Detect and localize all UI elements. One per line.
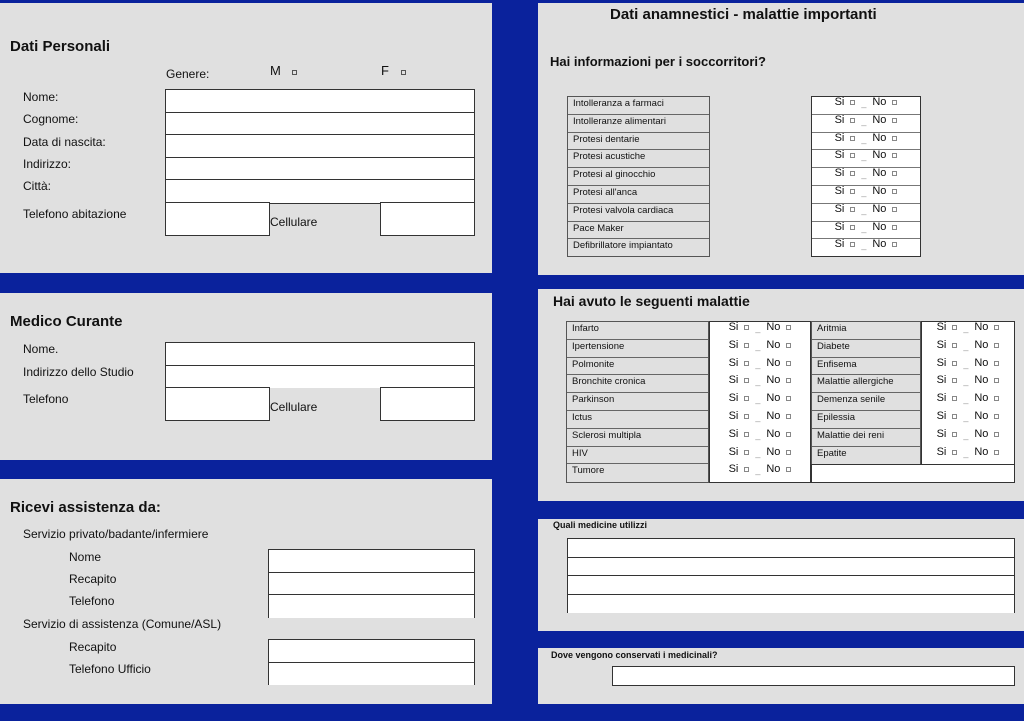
yes-checkbox[interactable] xyxy=(952,378,957,383)
doctor-cellulare-label: Cellulare xyxy=(270,400,318,414)
info-yesno-row xyxy=(812,97,920,115)
separator: _ xyxy=(755,447,761,458)
nome-input[interactable] xyxy=(166,90,474,113)
no-label: No xyxy=(872,202,887,215)
no-label: No xyxy=(872,238,887,251)
doctor-fields-stack xyxy=(165,342,475,388)
disease-col1-yesno-row xyxy=(710,411,810,429)
private-recapito-label: Recapito xyxy=(69,572,117,586)
info-items-table xyxy=(567,96,710,257)
disease-label: Malattie dei reni xyxy=(812,429,920,447)
no-label: No xyxy=(872,96,887,108)
field-label-nome: Nome: xyxy=(23,90,59,104)
disease-label: HIV xyxy=(567,447,708,465)
info-yesno-row xyxy=(812,168,920,186)
info-item-label: Intolleranze alimentari xyxy=(568,115,709,133)
info-item-label: Pace Maker xyxy=(568,222,709,240)
yes-label: Si xyxy=(834,96,845,108)
public-telefono-ufficio-input[interactable] xyxy=(269,663,474,686)
separator: _ xyxy=(861,186,867,197)
no-label: No xyxy=(974,338,989,351)
diseases-extra-input[interactable] xyxy=(811,464,1015,483)
no-checkbox[interactable] xyxy=(994,378,999,383)
yes-label: Si xyxy=(936,427,947,440)
no-checkbox[interactable] xyxy=(786,450,791,455)
info-item-label: Protesi al ginocchio xyxy=(568,168,709,186)
no-checkbox[interactable] xyxy=(786,467,791,472)
no-label: No xyxy=(766,392,781,405)
no-checkbox[interactable] xyxy=(994,396,999,401)
medicines-stack xyxy=(567,538,1015,613)
disease-label: Tumore xyxy=(572,465,605,477)
no-checkbox[interactable] xyxy=(892,225,897,230)
medicines-title: Quali medicine utilizzi xyxy=(553,520,648,530)
info-title: Hai informazioni per i soccorritori? xyxy=(550,54,766,69)
doctor-phone-label: Telefono xyxy=(23,392,69,406)
private-recapito-input[interactable] xyxy=(269,573,474,596)
no-checkbox[interactable] xyxy=(892,171,897,176)
separator: _ xyxy=(755,376,761,387)
no-label: No xyxy=(872,131,887,144)
separator: _ xyxy=(861,115,867,126)
no-checkbox[interactable] xyxy=(786,361,791,366)
yes-checkbox[interactable] xyxy=(744,343,749,348)
public-recapito-input[interactable] xyxy=(269,640,474,663)
citta-input[interactable] xyxy=(166,180,474,203)
disease-col1-yesno-row xyxy=(710,393,810,411)
separator: _ xyxy=(755,394,761,405)
yes-label: Si xyxy=(834,131,845,144)
no-checkbox[interactable] xyxy=(994,432,999,437)
yes-label: Si xyxy=(834,149,845,162)
no-checkbox[interactable] xyxy=(786,325,791,330)
no-checkbox[interactable] xyxy=(892,100,897,105)
disease-label: Sclerosi multipla xyxy=(567,429,708,447)
separator: _ xyxy=(963,340,969,351)
separator: _ xyxy=(861,98,867,108)
medicines-panel xyxy=(538,519,1024,631)
disease-col2-yesno-row xyxy=(922,447,1014,465)
separator: _ xyxy=(861,222,867,233)
no-label: No xyxy=(974,427,989,440)
gender-label: Genere: xyxy=(166,67,210,81)
disease-label: Bronchite cronica xyxy=(567,375,708,393)
yes-checkbox[interactable] xyxy=(850,189,855,194)
info-yesno-row xyxy=(812,133,920,151)
disease-col1-yesno-row xyxy=(710,375,810,393)
gender-f-label: F xyxy=(381,63,389,78)
gender-m-option[interactable] xyxy=(270,63,297,78)
separator: _ xyxy=(963,376,969,387)
no-checkbox[interactable] xyxy=(892,207,897,212)
yes-label: Si xyxy=(834,167,845,180)
data-nascita-input[interactable] xyxy=(166,135,474,158)
yes-checkbox[interactable] xyxy=(744,432,749,437)
yes-label: Si xyxy=(728,409,739,422)
disease-col2-yesno-row xyxy=(922,375,1014,393)
gender-f-checkbox[interactable] xyxy=(401,70,406,75)
yes-checkbox[interactable] xyxy=(952,361,957,366)
separator: _ xyxy=(755,429,761,440)
disease-col2-yesno-row xyxy=(922,322,1014,340)
yes-checkbox[interactable] xyxy=(850,171,855,176)
yes-checkbox[interactable] xyxy=(952,450,957,455)
medicine-input[interactable] xyxy=(568,558,1014,577)
info-item-label: Protesi all'anca xyxy=(568,186,709,204)
yes-checkbox[interactable] xyxy=(744,467,749,472)
separator: _ xyxy=(861,133,867,144)
separator: _ xyxy=(963,394,969,405)
info-yesno-row xyxy=(812,239,920,257)
yes-label: Si xyxy=(936,356,947,369)
no-checkbox[interactable] xyxy=(994,343,999,348)
no-checkbox[interactable] xyxy=(994,361,999,366)
info-item-label: Protesi valvola cardiaca xyxy=(568,204,709,222)
info-item-label: Intolleranza a farmaci xyxy=(568,97,709,115)
disease-label: Demenza senile xyxy=(812,393,920,411)
gender-m-checkbox[interactable] xyxy=(292,70,297,75)
info-yesno-row xyxy=(812,204,920,222)
separator: _ xyxy=(861,240,867,251)
field-label-cognome: Cognome: xyxy=(23,112,79,126)
field-label-data-nascita: Data di nascita: xyxy=(23,135,106,149)
doctor-name-label: Nome. xyxy=(23,342,59,356)
yes-checkbox[interactable] xyxy=(850,118,855,123)
yes-label: Si xyxy=(728,427,739,440)
no-label: No xyxy=(872,167,887,180)
yes-checkbox[interactable] xyxy=(850,242,855,247)
private-nome-label: Nome xyxy=(69,550,102,564)
separator: _ xyxy=(963,447,969,458)
info-yesno-row xyxy=(812,222,920,240)
disease-col1-yesno-row xyxy=(710,322,810,340)
yes-checkbox[interactable] xyxy=(744,396,749,401)
separator: _ xyxy=(755,340,761,351)
disease-col2-yesno-row xyxy=(922,429,1014,447)
info-item-label: Protesi acustiche xyxy=(568,150,709,168)
yes-label: Si xyxy=(936,409,947,422)
yes-label: Si xyxy=(728,374,739,387)
info-item-label: Protesi dentarie xyxy=(568,133,709,151)
info-yesno-row xyxy=(812,150,920,168)
indirizzo-input[interactable] xyxy=(166,158,474,181)
doctor-name-input[interactable] xyxy=(166,343,474,366)
disease-label: Malattie allergiche xyxy=(812,375,920,393)
yes-checkbox[interactable] xyxy=(744,414,749,419)
doctor-cellulare-input[interactable] xyxy=(380,387,475,421)
yes-label: Si xyxy=(936,338,947,351)
cellulare-label: Cellulare xyxy=(270,215,318,229)
doctor-panel xyxy=(0,293,492,460)
private-fields-stack xyxy=(268,549,475,618)
disease-label: Diabete xyxy=(812,340,920,358)
no-checkbox[interactable] xyxy=(892,189,897,194)
info-yesno-column xyxy=(811,96,921,257)
field-label-indirizzo: Indirizzo: xyxy=(23,157,72,171)
gender-m-label: M xyxy=(270,63,281,78)
yes-label: Si xyxy=(728,356,739,369)
separator: _ xyxy=(755,465,761,476)
no-checkbox[interactable] xyxy=(994,414,999,419)
yes-label: Si xyxy=(728,321,739,333)
yes-label: Si xyxy=(834,238,845,251)
public-recapito-label: Recapito xyxy=(69,640,117,654)
field-label-citta: Città: xyxy=(23,179,52,193)
public-telefono-ufficio-label: Telefono Ufficio xyxy=(69,662,151,676)
yes-label: Si xyxy=(834,113,845,126)
storage-title: Dove vengono conservati i medicinali? xyxy=(551,650,718,660)
yes-checkbox[interactable] xyxy=(744,450,749,455)
yes-checkbox[interactable] xyxy=(850,100,855,105)
assistance-panel xyxy=(0,479,492,704)
diseases-col1-yesno xyxy=(709,321,811,483)
separator: _ xyxy=(963,323,969,333)
yes-label: Si xyxy=(728,392,739,405)
public-service-label: Servizio di assistenza (Comune/ASL) xyxy=(23,617,222,631)
gender-f-option[interactable] xyxy=(381,63,406,78)
no-checkbox[interactable] xyxy=(786,343,791,348)
yes-label: Si xyxy=(936,374,947,387)
no-label: No xyxy=(766,463,781,476)
no-checkbox[interactable] xyxy=(994,325,999,330)
no-label: No xyxy=(766,409,781,422)
no-checkbox[interactable] xyxy=(786,396,791,401)
yes-checkbox[interactable] xyxy=(744,378,749,383)
no-label: No xyxy=(974,374,989,387)
yes-checkbox[interactable] xyxy=(850,207,855,212)
diseases-col2-yesno xyxy=(921,321,1015,465)
yes-checkbox[interactable] xyxy=(952,325,957,330)
yes-checkbox[interactable] xyxy=(952,396,957,401)
yes-label: Si xyxy=(936,321,947,333)
diseases-col2-table xyxy=(811,321,921,465)
yes-label: Si xyxy=(936,392,947,405)
separator: _ xyxy=(755,411,761,422)
no-label: No xyxy=(872,220,887,233)
disease-label: Polmonite xyxy=(567,358,708,376)
no-label: No xyxy=(872,113,887,126)
yes-checkbox[interactable] xyxy=(952,343,957,348)
info-yesno-row xyxy=(812,186,920,204)
no-label: No xyxy=(974,392,989,405)
disease-label: Aritmia xyxy=(812,322,920,340)
no-checkbox[interactable] xyxy=(892,242,897,247)
yes-checkbox[interactable] xyxy=(952,432,957,437)
disease-col1-yesno-row xyxy=(710,464,810,482)
no-label: No xyxy=(766,321,781,333)
doctor-address-input[interactable] xyxy=(166,366,474,389)
assistance-title: Ricevi assistenza da: xyxy=(10,499,161,516)
separator: _ xyxy=(861,151,867,162)
yes-checkbox[interactable] xyxy=(744,361,749,366)
no-checkbox[interactable] xyxy=(786,378,791,383)
disease-label: Parkinson xyxy=(567,393,708,411)
yes-label: Si xyxy=(936,445,947,458)
anamnesis-title: Dati anamnestici - malattie importanti xyxy=(610,6,877,23)
no-label: No xyxy=(766,427,781,440)
personal-data-panel xyxy=(0,3,492,273)
no-label: No xyxy=(974,445,989,458)
disease-col2-yesno-row xyxy=(922,340,1014,358)
medicine-input[interactable] xyxy=(568,576,1014,595)
disease-label: Ictus xyxy=(567,411,708,429)
no-label: No xyxy=(766,445,781,458)
separator: _ xyxy=(755,358,761,369)
doctor-phone-input[interactable] xyxy=(165,387,270,421)
no-checkbox[interactable] xyxy=(786,414,791,419)
disease-col2-yesno-row xyxy=(922,358,1014,376)
diseases-col1-table xyxy=(566,321,709,483)
separator: _ xyxy=(963,358,969,369)
disease-col1-yesno-row xyxy=(710,340,810,358)
yes-checkbox[interactable] xyxy=(952,414,957,419)
disease-label: Epilessia xyxy=(812,411,920,429)
info-item-label: Defibrillatore impiantato xyxy=(573,240,673,252)
storage-input[interactable] xyxy=(612,666,1015,686)
doctor-address-label: Indirizzo dello Studio xyxy=(23,365,134,379)
cellulare-input[interactable] xyxy=(380,202,475,236)
no-checkbox[interactable] xyxy=(892,118,897,123)
private-service-label: Servizio privato/badante/infermiere xyxy=(23,527,209,541)
separator: _ xyxy=(963,429,969,440)
yes-label: Si xyxy=(834,202,845,215)
storage-panel xyxy=(538,648,1024,704)
separator: _ xyxy=(963,411,969,422)
no-label: No xyxy=(766,356,781,369)
yes-checkbox[interactable] xyxy=(850,225,855,230)
yes-label: Si xyxy=(834,184,845,197)
no-checkbox[interactable] xyxy=(786,432,791,437)
disease-label: Ipertensione xyxy=(567,340,708,358)
no-checkbox[interactable] xyxy=(892,136,897,141)
no-label: No xyxy=(766,374,781,387)
disease-col2-yesno-row xyxy=(922,393,1014,411)
disease-col1-yesno-row xyxy=(710,429,810,447)
private-telefono-input[interactable] xyxy=(269,595,474,618)
no-label: No xyxy=(766,338,781,351)
cognome-input[interactable] xyxy=(166,113,474,136)
separator: _ xyxy=(861,204,867,215)
yes-label: Si xyxy=(728,463,739,476)
no-checkbox[interactable] xyxy=(994,450,999,455)
disease-col1-yesno-row xyxy=(710,358,810,376)
yes-label: Si xyxy=(834,220,845,233)
no-label: No xyxy=(974,321,989,333)
telefono-abitazione-input[interactable] xyxy=(165,202,270,236)
personal-fields-stack xyxy=(165,89,475,204)
no-label: No xyxy=(974,409,989,422)
disease-col2-yesno-row xyxy=(922,411,1014,429)
no-label: No xyxy=(974,356,989,369)
diseases-panel xyxy=(538,289,1024,501)
private-nome-input[interactable] xyxy=(269,550,474,573)
disease-col1-yesno-row xyxy=(710,447,810,465)
yes-checkbox[interactable] xyxy=(744,325,749,330)
disease-label: Infarto xyxy=(567,322,708,340)
disease-label: Epatite xyxy=(817,447,847,459)
medicine-input[interactable] xyxy=(568,595,1014,614)
doctor-title: Medico Curante xyxy=(10,313,123,330)
yes-checkbox[interactable] xyxy=(850,153,855,158)
no-checkbox[interactable] xyxy=(892,153,897,158)
private-telefono-label: Telefono xyxy=(69,594,115,608)
personal-data-title: Dati Personali xyxy=(10,38,111,55)
public-fields-stack xyxy=(268,639,475,685)
yes-label: Si xyxy=(728,338,739,351)
field-label-telefono-abitazione: Telefono abitazione xyxy=(23,207,127,221)
yes-label: Si xyxy=(728,445,739,458)
disease-label: Enfisema xyxy=(812,358,920,376)
separator: _ xyxy=(755,323,761,333)
info-yesno-row xyxy=(812,115,920,133)
anamnesis-panel xyxy=(538,3,1024,275)
no-label: No xyxy=(872,149,887,162)
no-label: No xyxy=(872,184,887,197)
separator: _ xyxy=(861,169,867,180)
yes-checkbox[interactable] xyxy=(850,136,855,141)
medicine-input[interactable] xyxy=(568,539,1014,558)
diseases-title: Hai avuto le seguenti malattie xyxy=(553,293,750,309)
